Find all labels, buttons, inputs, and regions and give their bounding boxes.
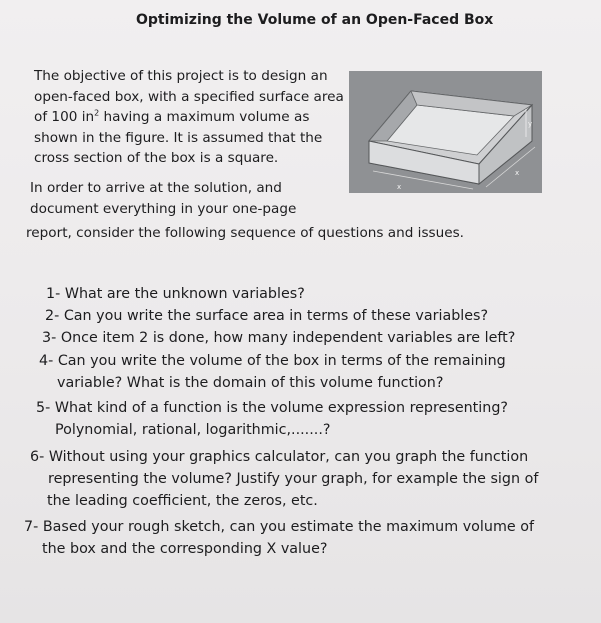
question-number: 1- bbox=[46, 286, 61, 302]
question-6 bbox=[30, 446, 538, 512]
question-text: Can you write the volume of the box in terms of the remaining bbox=[57, 353, 506, 369]
question-text-continued: the box and the corresponding X value? bbox=[42, 541, 328, 557]
question-number: 4- bbox=[39, 353, 54, 369]
intro-text-part2: having a maximum volume as shown in the figure. It is assumed that the cross section of the box is a square. bbox=[34, 109, 323, 166]
intro-text-part1: The objective of this project is to design an open-faced box, with a specified surface area of 100 in bbox=[34, 68, 344, 125]
x-front-label: x bbox=[397, 183, 402, 191]
open-box-diagram bbox=[349, 71, 542, 193]
question-5 bbox=[36, 397, 508, 441]
question-text-continued: variable? What is the domain of this volume function? bbox=[57, 375, 444, 391]
open-box-figure bbox=[349, 71, 542, 193]
question-text: Without using your graphics calculator, can you graph the function bbox=[48, 449, 529, 465]
question-number: 6- bbox=[30, 449, 45, 465]
question-text: Once item 2 is done, how many independent variables are left? bbox=[60, 330, 516, 346]
question-text-continued: Polynomial, rational, logarithmic,.......? bbox=[55, 422, 331, 438]
page-title: Optimizing the Volume of an Open-Faced Box bbox=[136, 12, 494, 28]
instruction-line-2: document everything in your one-page bbox=[30, 200, 297, 217]
instruction-paragraph bbox=[30, 178, 340, 219]
question-number: 7- bbox=[24, 519, 39, 535]
superscript-two: 2 bbox=[94, 108, 100, 118]
question-number: 5- bbox=[36, 400, 51, 416]
question-number: 2- bbox=[45, 308, 60, 324]
question-1 bbox=[46, 283, 305, 305]
y-label: y bbox=[528, 120, 533, 128]
question-text: Based your rough sketch, can you estimate the maximum volume of bbox=[42, 519, 534, 535]
instruction-line-1: In order to arrive at the solution, and bbox=[30, 180, 282, 196]
question-text: What kind of a function is the volume expression representing? bbox=[54, 400, 508, 416]
question-text: Can you write the surface area in terms of these variables? bbox=[63, 308, 489, 324]
question-text-continued: representing the volume? Justify your graph, for example the sign of bbox=[48, 471, 539, 487]
question-4 bbox=[39, 350, 506, 394]
question-3 bbox=[42, 327, 515, 349]
instruction-line-3: report, consider the following sequence of questions and issues. bbox=[26, 225, 464, 241]
intro-paragraph bbox=[34, 66, 346, 169]
question-text-continued: the leading coefficient, the zeros, etc. bbox=[47, 493, 318, 509]
question-7 bbox=[24, 516, 534, 560]
question-2 bbox=[45, 305, 488, 327]
x-side-label: x bbox=[515, 169, 520, 177]
question-number: 3- bbox=[42, 330, 57, 346]
question-text: What are the unknown variables? bbox=[64, 286, 305, 302]
